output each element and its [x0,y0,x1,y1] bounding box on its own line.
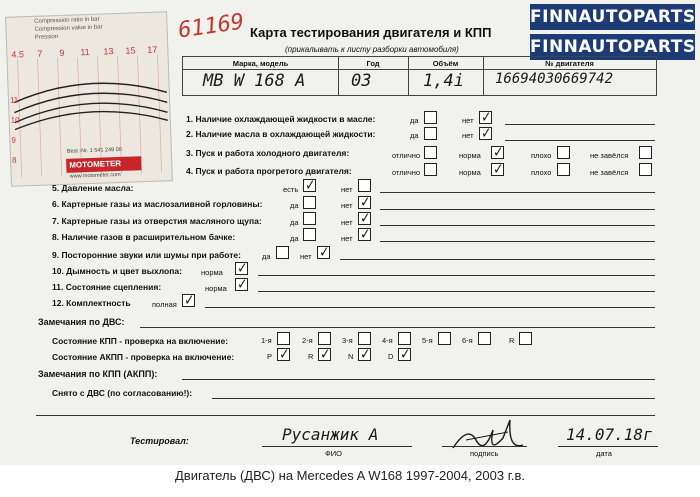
checkbox-4-excellent[interactable] [424,163,437,176]
checkbox-gear-auto-r[interactable] [318,348,331,361]
vehicle-table [182,56,657,96]
meter-line-2: Compression value in bar [34,24,103,33]
option-label: да [290,234,299,243]
option-label: нет [341,234,353,243]
removed-label: Снято с ДВС (по согласованию!): [52,388,193,398]
row-label-4: 4. Пуск и работа прогретого двигателя: [186,166,352,176]
checkbox-4-no-start[interactable] [639,163,652,176]
card-number: 61169 [176,9,246,44]
scale-left: 10 [10,115,20,125]
option-label: норма [459,151,481,160]
watermark-bottom: FINNAUTOPARTS [530,34,695,60]
checkbox-8-no[interactable] [358,228,371,241]
gear-label: 5-я [422,336,433,345]
page-subtitle: (прикалывать к листу разборки автомобиля) [285,45,459,54]
meter-line-3: Pression [34,34,59,41]
gear-label: 1-я [261,336,272,345]
header-year: Год [366,59,380,68]
gear-label: R [509,336,515,345]
gear-label: D [388,352,394,361]
option-label: нет [341,218,353,227]
value-model: MB W 168 A [203,71,306,91]
scale-num: 7 [37,48,43,59]
row-label-10: 10. Дымность и цвет выхлопа: [52,266,182,276]
checkbox-4-normal[interactable] [491,163,504,176]
option-label: да [290,218,299,227]
fio-label: ФИО [325,449,342,458]
meter-line-1: Compression ratio in bar [34,16,100,25]
scale-num: 17 [147,44,158,55]
scale-num: 13 [103,46,114,57]
checkbox-1-no[interactable] [479,111,492,124]
checkbox-gear-6[interactable] [478,332,491,345]
checkbox-11-normal[interactable] [235,278,248,291]
option-label: не завёлся [590,151,629,160]
checkbox-gear-5[interactable] [438,332,451,345]
row-label-12: 12. Комплектность [52,298,131,308]
auto-gearbox-label: Состояние АКПП - проверка на включение: [52,352,235,362]
checkbox-gear-n[interactable] [358,348,371,361]
remarks-engine-label: Замечания по ДВС: [38,317,125,327]
option-label: да [410,116,419,125]
date-label: дата [596,449,612,458]
row-label-7: 7. Картерные газы из отверстия масляного щупа: [52,216,262,226]
checkbox-gear-1[interactable] [277,332,290,345]
header-model: Марка, модель [232,59,289,68]
checkbox-5-yes[interactable] [303,179,316,192]
motometer-logo: MOTOMETER [69,158,122,170]
checkbox-5-no[interactable] [358,179,371,192]
watermark-top: FINNAUTOPARTS [530,4,695,30]
option-label: полная [152,300,177,309]
gear-label: P [267,352,273,361]
checkbox-3-no-start[interactable] [639,146,652,159]
gear-label: 3-я [342,336,353,345]
header-engine-number: № двигателя [545,59,594,68]
row-label-1: 1. Наличие охлаждающей жидкости в масле: [186,114,376,124]
gear-label: R [308,352,314,361]
header-volume: Объём [432,59,459,68]
manual-gearbox-label: Состояние КПП - проверка на включение: [52,336,229,346]
option-label: отлично [392,151,421,160]
option-label: есть [283,185,299,194]
scale-left: 9 [11,135,16,145]
checkbox-1-yes[interactable] [424,111,437,124]
remarks-gearbox-label: Замечания по КПП (АКПП): [38,369,158,379]
gear-label: N [348,352,354,361]
option-label: плохо [531,168,552,177]
checkbox-gear-p[interactable] [277,348,290,361]
checkbox-2-yes[interactable] [424,127,437,140]
scale-left: 11 [9,95,19,105]
option-label: норма [205,284,227,293]
checkbox-4-bad[interactable] [557,163,570,176]
gear-label: 6-я [462,336,473,345]
value-year: 03 [351,71,372,91]
option-label: да [290,201,299,210]
checkbox-9-yes[interactable] [276,246,289,259]
photo-caption: Двигатель (ДВС) на Mercedes A W168 1997-2004, 2003 г.в. [175,468,525,483]
page-title: Карта тестирования двигателя и КПП [250,25,492,40]
option-label: норма [459,168,481,177]
row-label-11: 11. Состояние сцепления: [52,282,162,292]
meter-order-number: Best.-Nr. 1 541 249 00 [66,146,122,155]
option-label: нет [341,201,353,210]
checkbox-gear-r[interactable] [519,332,532,345]
checkbox-gear-d[interactable] [398,348,411,361]
tested-label: Тестировал: [130,436,189,446]
signature-label: подпись [470,449,499,458]
checkbox-6-no[interactable] [358,196,371,209]
scale-num: 9 [59,47,65,59]
checkbox-6-yes[interactable] [303,196,316,209]
value-engine-number: 16694030669742 [495,71,614,87]
checkbox-gear-2[interactable] [318,332,331,345]
meter-site: www.motometer.com [69,171,121,180]
checkbox-9-no[interactable] [317,246,330,259]
row-label-8: 8. Наличие газов в расширительном бачке: [52,232,236,242]
option-label: нет [300,252,312,261]
row-label-5: 5. Давление масла: [52,183,134,193]
row-label-3: 3. Пуск и работа холодного двигателя: [186,148,350,158]
motometer-chart [5,11,173,187]
option-label: отлично [392,168,421,177]
scale-num: 15 [125,45,136,56]
option-label: нет [341,185,353,194]
row-label-2: 2. Наличие масла в охлаждающей жидкости: [186,129,376,139]
checkbox-3-bad[interactable] [557,146,570,159]
option-label: плохо [531,151,552,160]
checkbox-2-no[interactable] [479,127,492,140]
checkbox-8-yes[interactable] [303,228,316,241]
gear-label: 4-я [382,336,393,345]
checkbox-gear-4[interactable] [398,332,411,345]
scale-left: 8 [11,155,17,165]
checkbox-gear-3[interactable] [358,332,371,345]
option-label: да [410,131,419,140]
checkbox-3-excellent[interactable] [424,146,437,159]
row-label-9: 9. Посторонние звуки или шумы при работе: [52,250,241,260]
option-label: да [262,252,271,261]
checkbox-7-yes[interactable] [303,212,316,225]
date-value: 14.07.18г [566,425,653,444]
row-label-6: 6. Картерные газы из маслозаливной горловины: [52,199,263,209]
tester-name: Русанжик А [282,425,379,444]
scale-num: 4.5 [11,49,25,60]
option-label: нет [462,116,474,125]
checkbox-12-complete[interactable] [182,294,195,307]
option-label: не завёлся [590,168,629,177]
checkbox-3-normal[interactable] [491,146,504,159]
value-volume: 1,4i [423,71,464,91]
option-label: норма [201,268,223,277]
option-label: нет [462,131,474,140]
checkbox-7-no[interactable] [358,212,371,225]
scale-num: 11 [80,46,90,58]
gear-label: 2-я [302,336,313,345]
checkbox-10-normal[interactable] [235,262,248,275]
